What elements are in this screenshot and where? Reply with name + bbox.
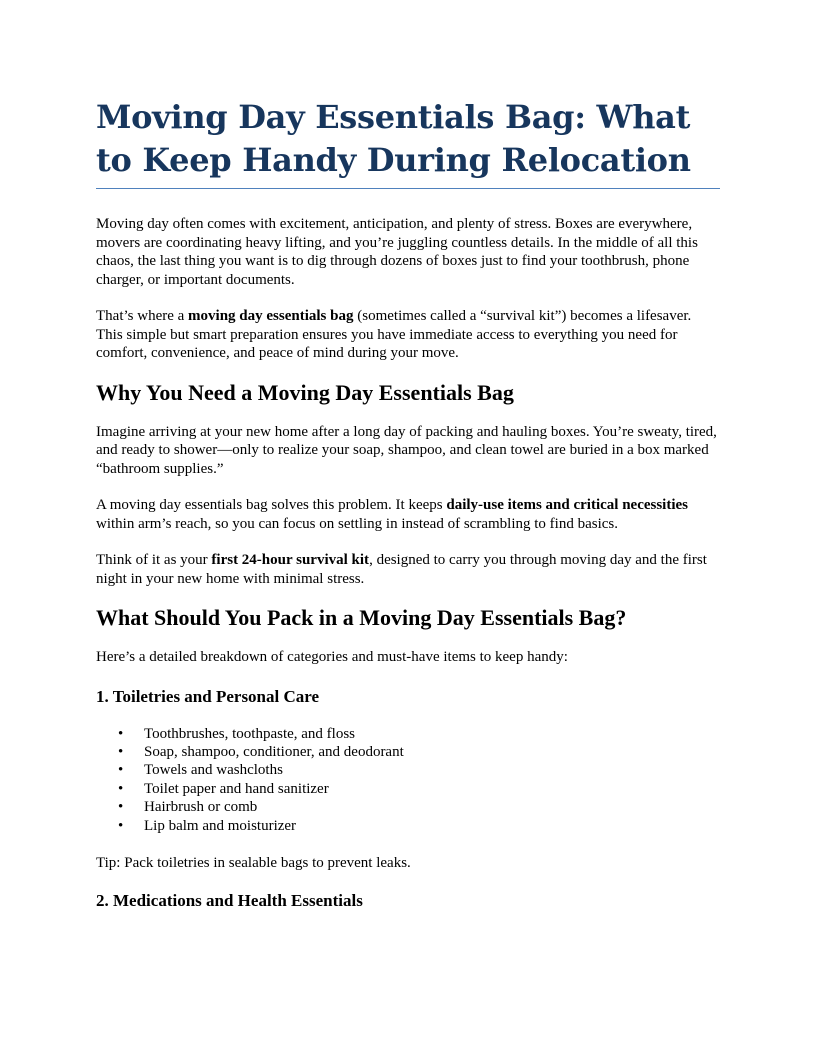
section-heading-why: Why You Need a Moving Day Essentials Bag <box>96 379 514 405</box>
why-paragraph-2 <box>96 496 720 533</box>
subheading-toiletries: 1. Toiletries and Personal Care <box>96 686 320 706</box>
subheading-medications: 2. Medications and Health Essentials <box>96 891 363 911</box>
bullet-icon: • <box>118 743 124 760</box>
bold-text: moving day essentials bag <box>188 308 354 324</box>
bold-text: daily-use items and critical necessities <box>446 497 689 513</box>
list-item <box>96 725 720 743</box>
list-item-text: Towels and washcloths <box>144 762 283 779</box>
list-item-text: Hairbrush or comb <box>144 799 258 816</box>
list-item <box>96 817 720 835</box>
list-item <box>96 780 720 798</box>
bullet-icon: • <box>118 799 124 816</box>
intro-paragraph-2 <box>96 307 720 363</box>
what-intro-paragraph: Here’s a detailed breakdown of categories and must-have items to keep handy: <box>96 649 568 665</box>
text-run: Think of it as your <box>96 552 212 568</box>
list-item-text: Soap, shampoo, conditioner, and deodorant <box>144 743 404 760</box>
document-page <box>96 96 720 911</box>
text-run: (sometimes called a “survival kit”) becomes a lifesaver. This simple but smart preparation ensures you have immediate access to everything you need for comfort, convenience, and peace of mind during your move. <box>96 308 692 361</box>
intro-paragraph-1: Moving day often comes with excitement, anticipation, and plenty of stress. Boxes are everywhere, movers are coordinating heavy lifting, and you’re juggling countless details. In the middle of all this chaos, the last thing you want is to dig through dozens of boxes just to find your toothbrush, phone charger, or important documents. <box>96 216 698 288</box>
section-heading-what: What Should You Pack in a Moving Day Essentials Bag? <box>96 605 627 630</box>
bullet-icon: • <box>118 762 124 779</box>
list-item-text: Toilet paper and hand sanitizer <box>144 780 329 797</box>
list-item <box>96 798 720 816</box>
list-item-text: Lip balm and moisturizer <box>144 817 297 834</box>
bold-text: first 24-hour survival kit <box>211 552 370 568</box>
tip-paragraph: Tip: Pack toiletries in sealable bags to prevent leaks. <box>96 854 411 871</box>
bullet-icon: • <box>118 780 124 797</box>
list-item <box>96 743 720 761</box>
text-run: That’s where a <box>96 308 189 324</box>
text-run: , designed to carry you through moving day and the first night in your new home with minimal stress. <box>96 552 707 587</box>
bullet-icon: • <box>118 725 124 742</box>
toiletries-list <box>96 725 720 835</box>
text-run: A moving day essentials bag solves this problem. It keeps <box>96 497 447 513</box>
list-item-text: Toothbrushes, toothpaste, and floss <box>144 725 356 742</box>
bullet-icon: • <box>118 817 124 834</box>
why-paragraph-1: Imagine arriving at your new home after a long day of packing and hauling boxes. You’re sweaty, tired, and ready to shower—only to realize your soap, shampoo, and clean towel are buried in a box marked “bathroom supplies.” <box>96 423 717 477</box>
page-title: Moving Day Essentials Bag: What to Keep Handy During Relocation <box>96 96 720 189</box>
list-item <box>96 761 720 779</box>
text-run: within arm’s reach, so you can focus on settling in instead of scrambling to find basics. <box>96 515 618 532</box>
why-paragraph-3 <box>96 551 720 588</box>
